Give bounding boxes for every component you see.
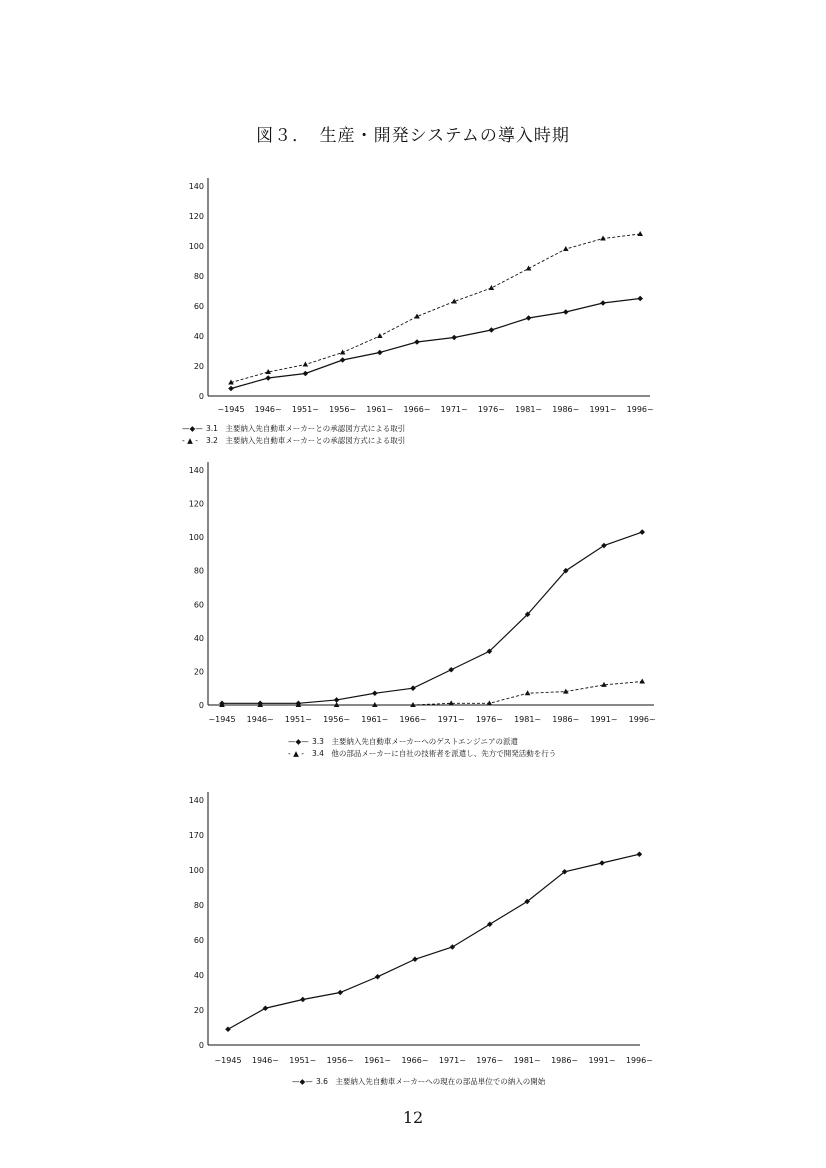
- chart-3-svg: [0, 780, 826, 1100]
- x-tick-label: ~1945: [217, 405, 245, 414]
- legend-item-1: [182, 423, 405, 435]
- data-point-series-1: [265, 375, 271, 381]
- data-point-series-1: [225, 1026, 231, 1032]
- y-tick-label: 60: [193, 302, 204, 311]
- x-tick-label: 1981~: [515, 405, 543, 414]
- x-tick-label: 1991~: [590, 715, 618, 724]
- data-point-series-1: [414, 339, 420, 345]
- x-tick-label: 1946~: [254, 405, 282, 414]
- data-point-series-1: [263, 1005, 269, 1011]
- x-tick-label: 1986~: [552, 715, 580, 724]
- data-point-series-1: [303, 371, 309, 377]
- y-tick-label: 20: [193, 667, 204, 677]
- y-tick-label: 0: [198, 701, 204, 710]
- x-tick-label: 1976~: [477, 405, 505, 414]
- data-point-series-1: [600, 300, 606, 306]
- x-tick-label: 1991~: [588, 1056, 616, 1065]
- data-point-series-1: [599, 860, 605, 866]
- legend-item-1: [288, 736, 556, 748]
- x-tick-label: 1951~: [291, 405, 319, 414]
- data-point-series-1: [334, 697, 340, 703]
- x-tick-label: 1981~: [514, 715, 542, 724]
- x-tick-label: 1976~: [475, 715, 503, 724]
- data-point-series-1: [637, 851, 643, 857]
- data-point-series-2: [639, 679, 645, 684]
- x-tick-label: 1961~: [364, 1056, 392, 1065]
- chart-1-svg: [0, 165, 826, 435]
- y-tick-label: 100: [188, 866, 204, 875]
- x-tick-label: 1961~: [366, 405, 394, 414]
- legend-item-1: [292, 1076, 545, 1088]
- x-tick-label: 1981~: [513, 1056, 541, 1065]
- legend-label: 3.4 他の部品メーカーに自社の技術者を派遣し、先方で開発活動を行う: [312, 749, 557, 758]
- data-point-series-1: [412, 956, 418, 962]
- x-tick-label: 1996~: [628, 715, 656, 724]
- x-tick-label: ~1945: [208, 715, 236, 724]
- x-tick-label: 1971~: [440, 405, 468, 414]
- data-point-series-2: [487, 700, 493, 705]
- page-number: 12: [402, 1108, 424, 1127]
- data-point-series-2: [637, 231, 643, 236]
- legend-label: 3.3 主要納入先自動車メーカーへのゲストエンジニアの派遣: [312, 737, 518, 746]
- y-tick-label: 40: [193, 971, 204, 980]
- x-tick-label: 1951~: [284, 715, 312, 724]
- chart-3: [0, 780, 826, 1100]
- chart-3-legend: [292, 1076, 545, 1088]
- x-tick-label: 1951~: [289, 1056, 317, 1065]
- x-tick-label: 1956~: [329, 405, 357, 414]
- y-tick-label: 60: [193, 600, 204, 610]
- legend-symbol-icon: - ▲ -: [182, 436, 198, 445]
- chart-2: [0, 450, 826, 780]
- legend-symbol-icon: —◆—: [292, 1077, 313, 1086]
- y-tick-label: 40: [193, 332, 204, 341]
- data-point-series-1: [375, 974, 381, 980]
- y-tick-label: 20: [193, 1006, 204, 1015]
- x-tick-label: 1976~: [476, 1056, 504, 1065]
- data-point-series-1: [337, 990, 343, 996]
- data-point-series-2: [526, 266, 532, 271]
- series-line-1: [231, 299, 640, 389]
- data-point-series-1: [639, 529, 645, 535]
- legend-label: 3.2 主要納入先自動車メーカーとの承認図方式による取引: [206, 436, 406, 445]
- x-tick-label: 1966~: [401, 1056, 429, 1065]
- data-point-series-1: [448, 667, 454, 673]
- x-tick-label: 1986~: [552, 405, 580, 414]
- legend-item-2: [288, 748, 556, 760]
- y-tick-label: 170: [188, 831, 204, 840]
- data-point-series-1: [526, 315, 532, 321]
- chart-1: [0, 165, 826, 445]
- data-point-series-1: [563, 309, 569, 315]
- legend-item-2: [182, 435, 405, 447]
- page-title: 図３． 生産・開発システムの導入時期: [256, 126, 570, 146]
- x-tick-label: 1956~: [323, 715, 351, 724]
- data-point-series-2: [448, 700, 454, 705]
- y-tick-label: 0: [198, 392, 204, 401]
- data-point-series-2: [563, 246, 569, 251]
- x-tick-label: 1991~: [589, 405, 617, 414]
- y-tick-label: 120: [188, 212, 204, 221]
- y-tick-label: 60: [193, 936, 204, 945]
- legend-label: 3.1 主要納入先自動車メーカーとの承認図方式による取引: [206, 424, 406, 433]
- chart-2-svg: [0, 450, 826, 780]
- y-tick-label: 20: [193, 362, 204, 371]
- legend-label: 3.6 主要納入先自動車メーカーへの現在の部品単位での納入の開始: [316, 1077, 546, 1086]
- x-tick-label: 1966~: [403, 405, 431, 414]
- legend-symbol-icon: - ▲ -: [288, 749, 304, 758]
- x-tick-label: 1946~: [251, 1056, 279, 1065]
- y-tick-label: 80: [193, 272, 204, 281]
- data-point-series-1: [300, 997, 306, 1003]
- chart-2-legend: [288, 736, 556, 760]
- data-point-series-1: [451, 335, 457, 341]
- x-tick-label: 1966~: [399, 715, 427, 724]
- y-tick-label: 100: [188, 242, 204, 251]
- series-line-2: [222, 682, 642, 706]
- y-tick-label: 0: [198, 1041, 204, 1050]
- data-point-series-1: [450, 944, 456, 950]
- x-tick-label: 1986~: [551, 1056, 579, 1065]
- y-tick-label: 140: [188, 182, 204, 191]
- x-tick-label: 1971~: [437, 715, 465, 724]
- data-point-series-1: [637, 296, 643, 302]
- data-point-series-1: [340, 357, 346, 363]
- y-tick-label: 80: [193, 901, 204, 910]
- x-tick-label: 1961~: [361, 715, 389, 724]
- data-point-series-2: [525, 690, 531, 695]
- x-tick-label: 1996~: [625, 1056, 653, 1065]
- y-tick-label: 100: [188, 533, 204, 543]
- data-point-series-1: [410, 685, 416, 691]
- chart-1-legend: [182, 423, 405, 447]
- y-tick-label: 40: [193, 633, 204, 643]
- series-line-1: [228, 854, 639, 1029]
- y-tick-label: 140: [188, 796, 204, 805]
- series-line-1: [222, 532, 642, 703]
- data-point-series-1: [372, 690, 378, 696]
- legend-symbol-icon: —◆—: [288, 737, 309, 746]
- data-point-series-2: [489, 285, 495, 290]
- data-point-series-1: [487, 921, 493, 927]
- data-point-series-2: [377, 333, 383, 338]
- x-tick-label: ~1945: [214, 1056, 242, 1065]
- data-point-series-1: [377, 350, 383, 356]
- x-tick-label: 1946~: [246, 715, 274, 724]
- data-point-series-2: [303, 362, 309, 367]
- x-tick-label: 1956~: [326, 1056, 354, 1065]
- data-point-series-1: [489, 327, 495, 333]
- data-point-series-1: [228, 386, 234, 392]
- y-tick-label: 120: [188, 499, 204, 509]
- y-tick-label: 80: [193, 566, 204, 576]
- x-tick-label: 1996~: [626, 405, 654, 414]
- x-tick-label: 1971~: [438, 1056, 466, 1065]
- y-tick-label: 140: [188, 466, 204, 475]
- legend-symbol-icon: —◆—: [182, 424, 203, 433]
